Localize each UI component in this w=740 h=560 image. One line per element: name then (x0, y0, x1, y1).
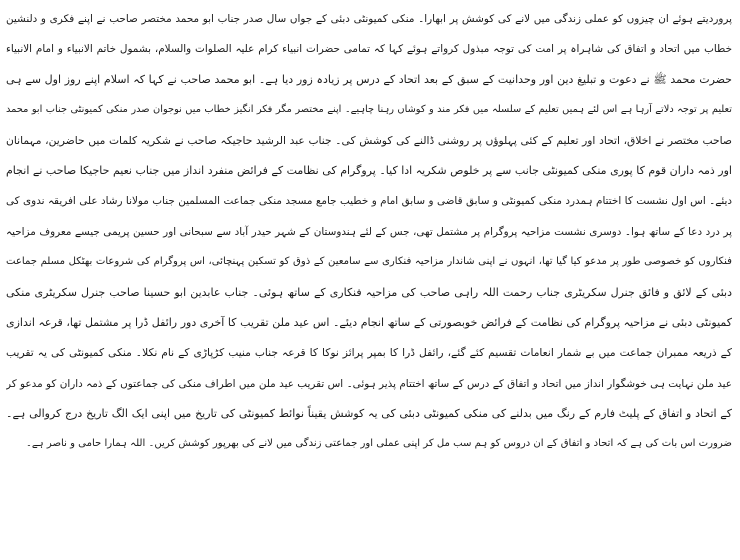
article-line: عید ملن نہایت ہی خوشگوار انداز میں اتحاد و اتفاق کے درس کے ساتھ اختتام پذیر ہوئی۔ اس تقریب عید ملن میں اطراف منکی کی جماعتوں کے ذمہ داران کو مدعو کر (6, 377, 732, 390)
article-line: صاحب مختصر نے اخلاق، اتحاد اور تعلیم کے کئی پہلوؤں پر روشنی ڈالنے کی کوشش کی۔ جناب عبد الرشید حاجیکہ صاحب نے شکریہ کلمات میں حاضرین، مہمانان (6, 133, 732, 147)
article-line: حضرت محمد ﷺ نے دعوت و تبلیغ دین اور وحدانیت کے سبق کے بعد اتحاد کے درس پر زیادہ زور دیا ہے۔ ابو محمد صاحب نے کہا کہ اسلام اپنے روز اول سے ہی (6, 72, 732, 86)
article-line: خطاب میں اتحاد و اتفاق کی شاہراہ پر امت کی توجہ مبذول کرواتے ہوئے کہا کہ تمامی حضرات انبیاء کرام علیہ الصلوات والسلام، بشمول خاتم الانبیاء و امام الانبیاء (6, 43, 732, 56)
article-line: پر درد دعا کے ساتھ ہوا۔ دوسری نشست مزاحیہ پروگرام پر مشتمل تھی، جس کے لئے ہندوستان کے شہر حیدر آباد سے سبحانی اور حسین پریمی جیسے معروف مزاحیہ (6, 225, 732, 238)
article-line: تعلیم پر توجہ دلاتے آرہا ہے اس لئے ہمیں تعلیم کے سلسلہ میں فکر مند و کوشاں رہنا چاہیے۔ اپنے مختصر مگر فکر انگیز خطاب میں نوجوان صدر منکی کمیونٹی جناب ابو محمد (6, 104, 732, 116)
article-body (6, 4, 732, 460)
article-line: دیئے۔ اس اول نشست کا اختتام ہمدرد منکی کمیونٹی و سابق قاضی و سابق امام و خطیب جامع مسجد منکی جماعت المسلمین جناب مولانا رشاد علی افریقہ ندوی کی (6, 195, 732, 208)
article-line: کے ذریعہ ممبران جماعت میں بے شمار انعامات تقسیم کئے گئے، رائفل ڈرا کا بمپر پرائز نوکا کا قرعہ جناب منیب کڑپاڑی کے نام نکلا۔ منکی کمیونٹی کی یہ تقریب (6, 346, 732, 360)
article-line: فنکاروں کو خصوصی طور پر مدعو کیا گیا تھا، انہوں نے اپنی شاندار مزاحیہ فنکاری سے سامعین کے ذوق کو تسکین پہنچائی، اس پروگرام کی شروعات بھٹکل مسلم جماعت (6, 256, 732, 268)
article-line: کمیونٹی دبئی نے مزاحیہ پروگرام کی نظامت کے فرائض خوبصورتی کے ساتھ انجام دیئے۔ اس عید ملن تقریب کا آخری دور رائفل ڈرا پر مشتمل تھا، قرعہ اندازی (6, 315, 732, 329)
article-line: دبئی کے لائق و فائق جنرل سکریٹری جناب رحمت اللہ راہی صاحب کی مزاحیہ فنکاری کے ساتھ ہوئی۔ جناب عابدین ابو حسینا صاحب جنرل سکریٹری منکی (6, 285, 732, 299)
article-line: اور ذمہ داران قوم کا پوری منکی کمیونٹی جانب سے پر خلوص شکریہ ادا کیا۔ پروگرام کی نظامت کے فرائض منفرد انداز میں جناب نعیم حاجیکا صاحب نے انجام (6, 163, 732, 177)
article-closing-line: ضرورت اس بات کی ہے کہ اتحاد و اتفاق کے ان دروس کو ہم سب مل کر اپنی عملی اور جماعتی زندگی میں لانے کی بھرپور کوشش کریں۔ اللہ ہمارا حامی و ناصر ہے۔ (26, 438, 732, 450)
article-line: پروردیتے ہوئے ان چیزوں کو عملی زندگی میں لانے کی کوشش پر ابھارا۔ منکی کمیونٹی دبئی کے جواں سال صدر جناب ابو محمد مختصر صاحب نے اپنے فکری و دلنشین (6, 13, 732, 25)
article-line: کے اتحاد و اتفاق کے پلیٹ فارم کے رنگ میں بدلنے کی منکی کمیونٹی دبئی کی یہ کوشش یقیناً نوائط کمیونٹی کی تاریخ میں اپنی ایک الگ تاریخ درج کروالی ہے۔ (6, 407, 732, 421)
